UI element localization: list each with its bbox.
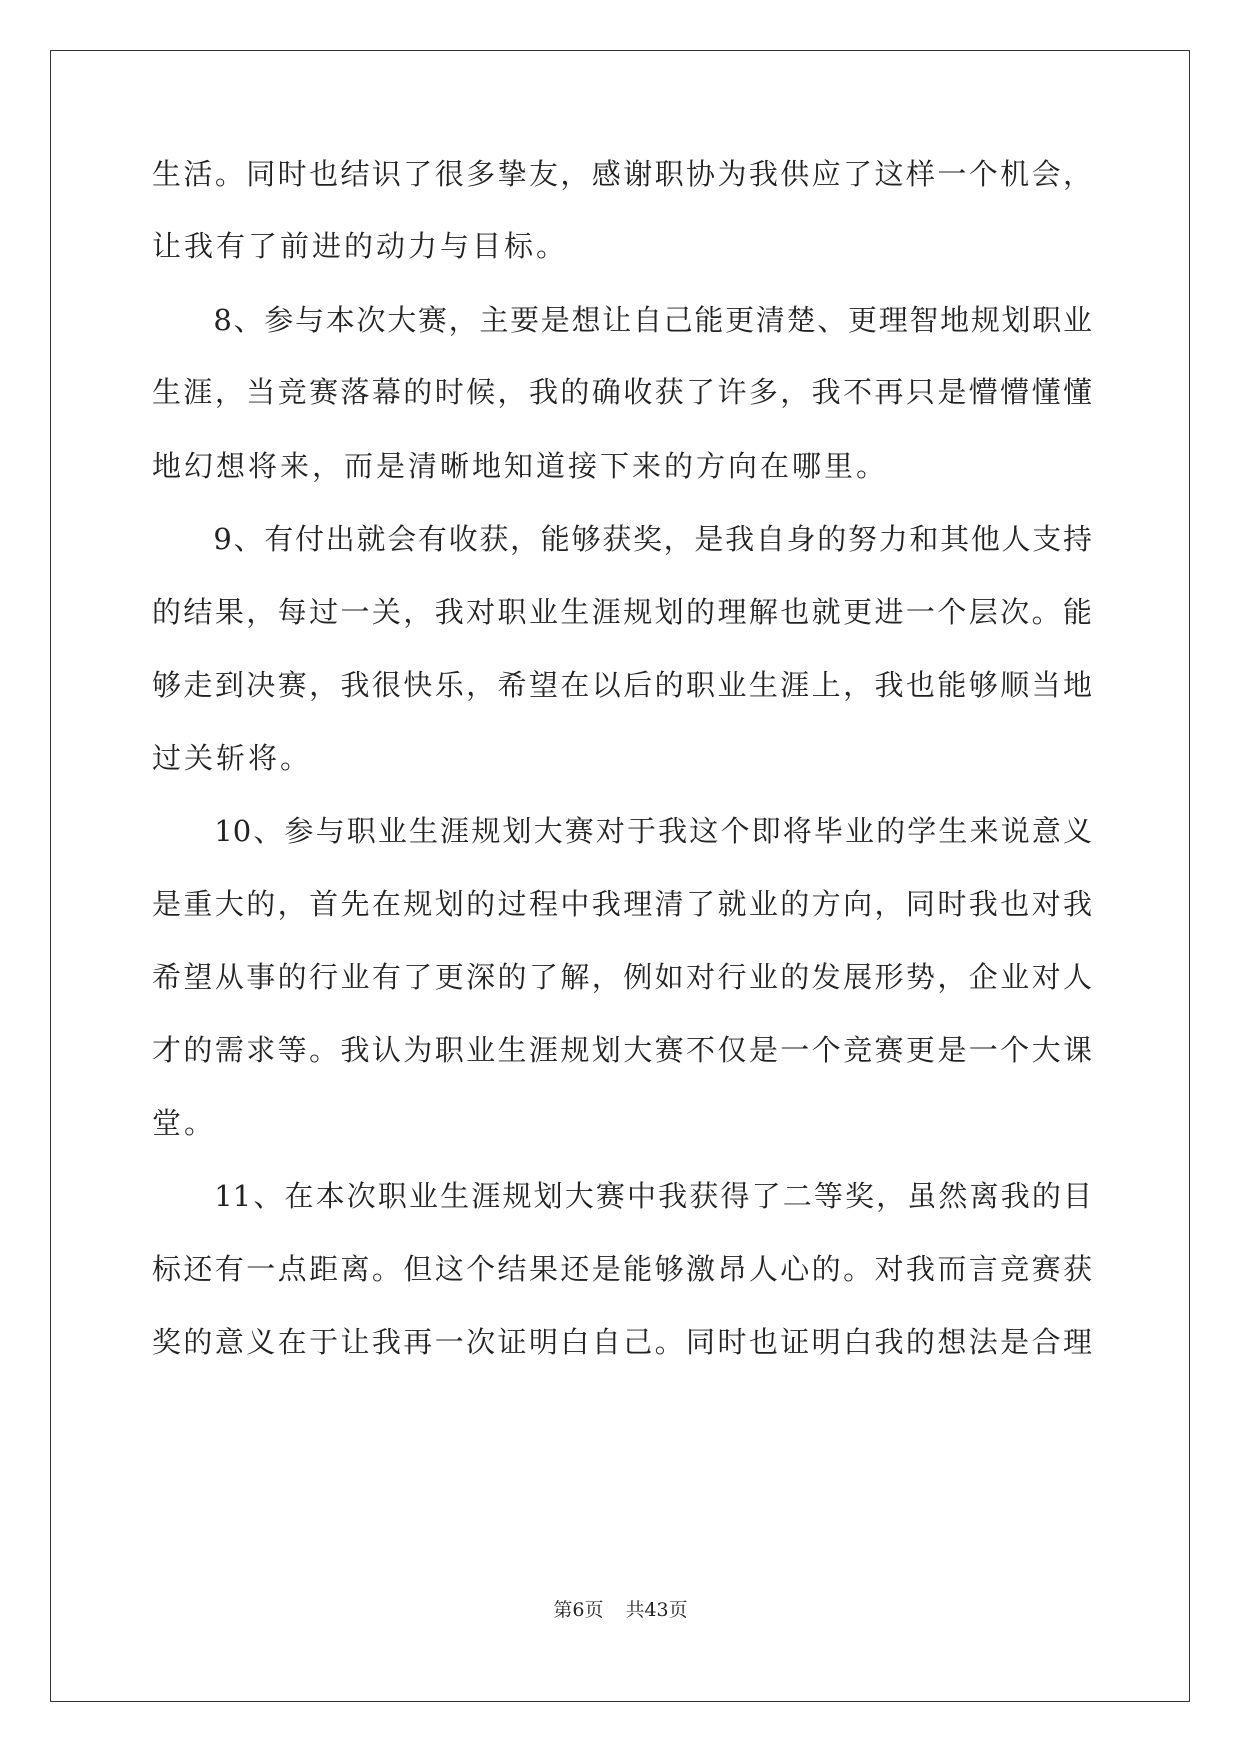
text-line: 才的需求等。我认为职业生涯规划大赛不仅是一个竞赛更是一个大课 [152,1033,1092,1067]
page-total: 共43页 [625,1599,688,1621]
text-line: 8、参与本次大赛，主要是想让自己能更清楚、更理智地规划职业 [152,303,1092,337]
page-number: 第6页 [553,1599,604,1621]
page-border [50,50,1190,1702]
text-line: 生活。同时也结识了很多挚友，感谢职协为我供应了这样一个机会， [152,157,1092,191]
text-line: 够走到决赛，我很快乐，希望在以后的职业生涯上，我也能够顺当地 [152,668,1092,702]
text-line: 标还有一点距离。但这个结果还是能够激昂人心的。对我而言竞赛获 [152,1252,1092,1286]
text-line: 9、有付出就会有收获，能够获奖，是我自身的努力和其他人支持 [152,522,1092,556]
text-line: 是重大的，首先在规划的过程中我理清了就业的方向，同时我也对我 [152,887,1092,921]
text-line: 生涯，当竞赛落幕的时候，我的确收获了许多，我不再只是懵懵懂懂 [152,375,1092,409]
text-line: 地幻想将来，而是清晰地知道接下来的方向在哪里。 [152,449,889,483]
page-footer [0,1598,1241,1622]
text-line: 的结果，每过一关，我对职业生涯规划的理解也就更进一个层次。能 [152,595,1092,629]
text-line: 11、在本次职业生涯规划大赛中我获得了二等奖，虽然离我的目 [152,1179,1092,1213]
text-line: 过关斩将。 [152,741,313,775]
text-line: 让我有了前进的动力与目标。 [152,229,569,263]
text-line: 希望从事的行业有了更深的了解，例如对行业的发展形势，企业对人 [152,960,1092,994]
text-line: 奖的意义在于让我再一次证明白自己。同时也证明白我的想法是合理 [152,1325,1092,1359]
text-line: 堂。 [152,1106,217,1140]
text-line: 10、参与职业生涯规划大赛对于我这个即将毕业的学生来说意义 [152,814,1092,848]
